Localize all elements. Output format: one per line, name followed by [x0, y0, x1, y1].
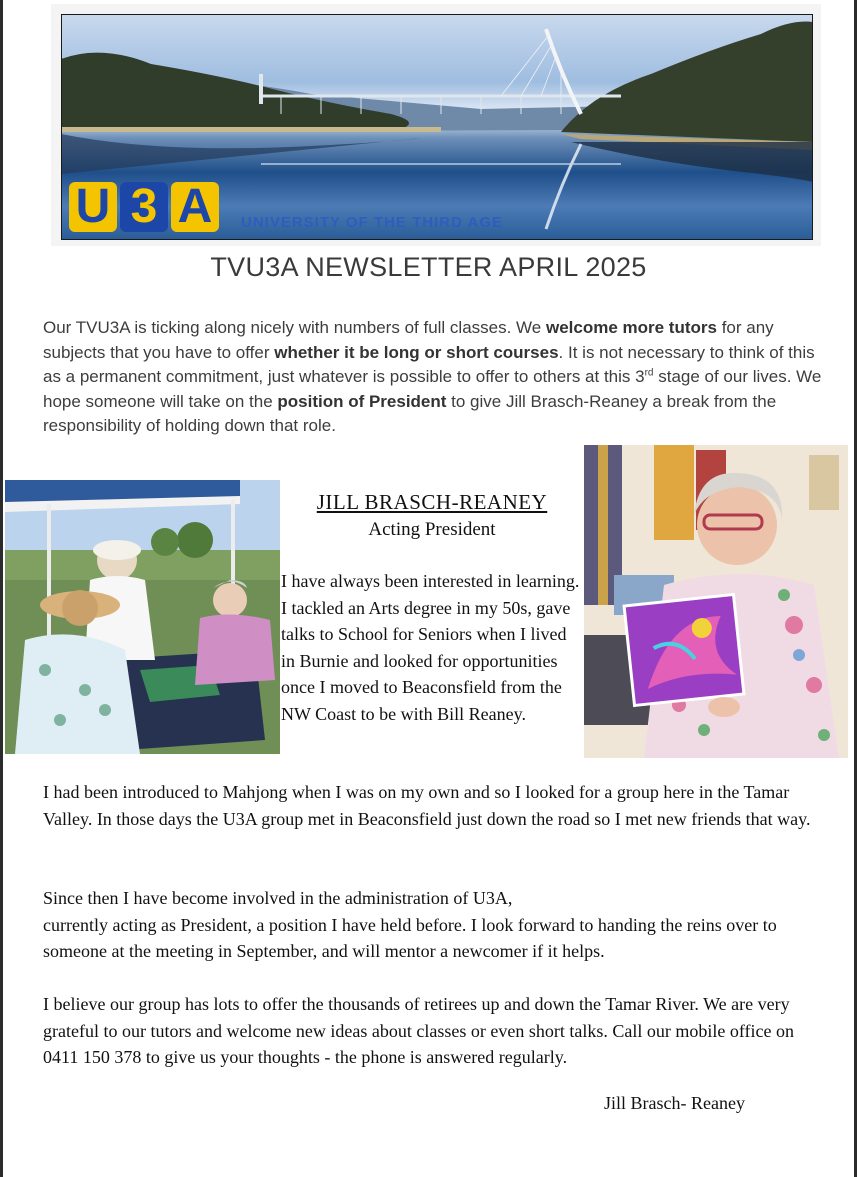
intro-text-4: stage of our lives. We hope someone will take on the — [43, 367, 822, 411]
newsletter-title: TVU3A NEWSLETTER APRIL 2025 — [210, 252, 647, 282]
intro-superscript: rd — [644, 367, 654, 379]
intro-text-3: . It is not necessary to think of this as a permanent commitment, just whatever is possible to offer to others at this 3 — [43, 342, 815, 387]
intro-bold-3: position of President — [277, 391, 447, 411]
logo-tagline: UNIVERSITY OF THE THIRD AGE — [241, 214, 504, 231]
article-column-text: I have always been interested in learning. I tackled an Arts degree in my 50s, gave talks to School for Seniors when I lived in Burnie and looked for opportunities once I moved to Beaconsfield from the NW Coast to be with Bill Reaney. — [281, 571, 580, 724]
article-heading: JILL BRASCH-REANEY — [316, 490, 548, 514]
article-paragraph-2-rest: currently acting as President, a position I have held before. I look forward to handing the reins over to someone at the meeting in September, and will mentor a newcomer if it helps. — [43, 914, 777, 961]
logo-letter-u: U — [69, 182, 117, 232]
u3a-logo — [69, 182, 219, 234]
jill-portrait-photo — [584, 445, 848, 758]
logo-letter-3: 3 — [120, 182, 168, 232]
intro-paragraph — [43, 316, 828, 439]
article-paragraph-2 — [43, 885, 833, 965]
article-paragraph-1: I had been introduced to Mahjong when I was on my own and so I looked for a group here in the Tamar Valley. In those days the U3A group met in Beaconsfield just down the road so I met new friends that way. — [43, 782, 811, 829]
river-bridge-photo — [61, 14, 813, 240]
mahjong-group-illustration — [5, 480, 280, 754]
article-paragraph-3: I believe our group has lots to offer the thousands of retirees up and down the Tamar River. We are very grateful to our tutors and welcome new ideas about classes or even short talks. Call our mobile office on 0411 150 378 to give us your thoughts - the phone is answered regularly. — [43, 994, 794, 1067]
article-paragraph-2-line-1: Since then I have become involved in the administration of U3A, — [43, 888, 513, 908]
jill-portrait-illustration — [584, 445, 848, 758]
intro-text-1: Our TVU3A is ticking along nicely with numbers of full classes. We — [43, 318, 546, 337]
intro-bold-2: whether it be long or short courses — [274, 342, 559, 362]
page-border-left — [0, 0, 3, 1177]
newsletter-banner — [51, 4, 821, 246]
logo-letter-a: A — [171, 182, 219, 232]
intro-bold-1: welcome more tutors — [545, 318, 717, 337]
article-role: Acting President — [368, 519, 496, 540]
intro-text-2: for any subjects that you have to offer — [43, 318, 774, 362]
mahjong-group-photo — [5, 480, 280, 754]
intro-text-5: to give Jill Brasch-Reaney a break from the responsibility of holding down that role. — [43, 391, 777, 436]
article-signature: Jill Brasch- Reaney — [604, 1093, 745, 1113]
